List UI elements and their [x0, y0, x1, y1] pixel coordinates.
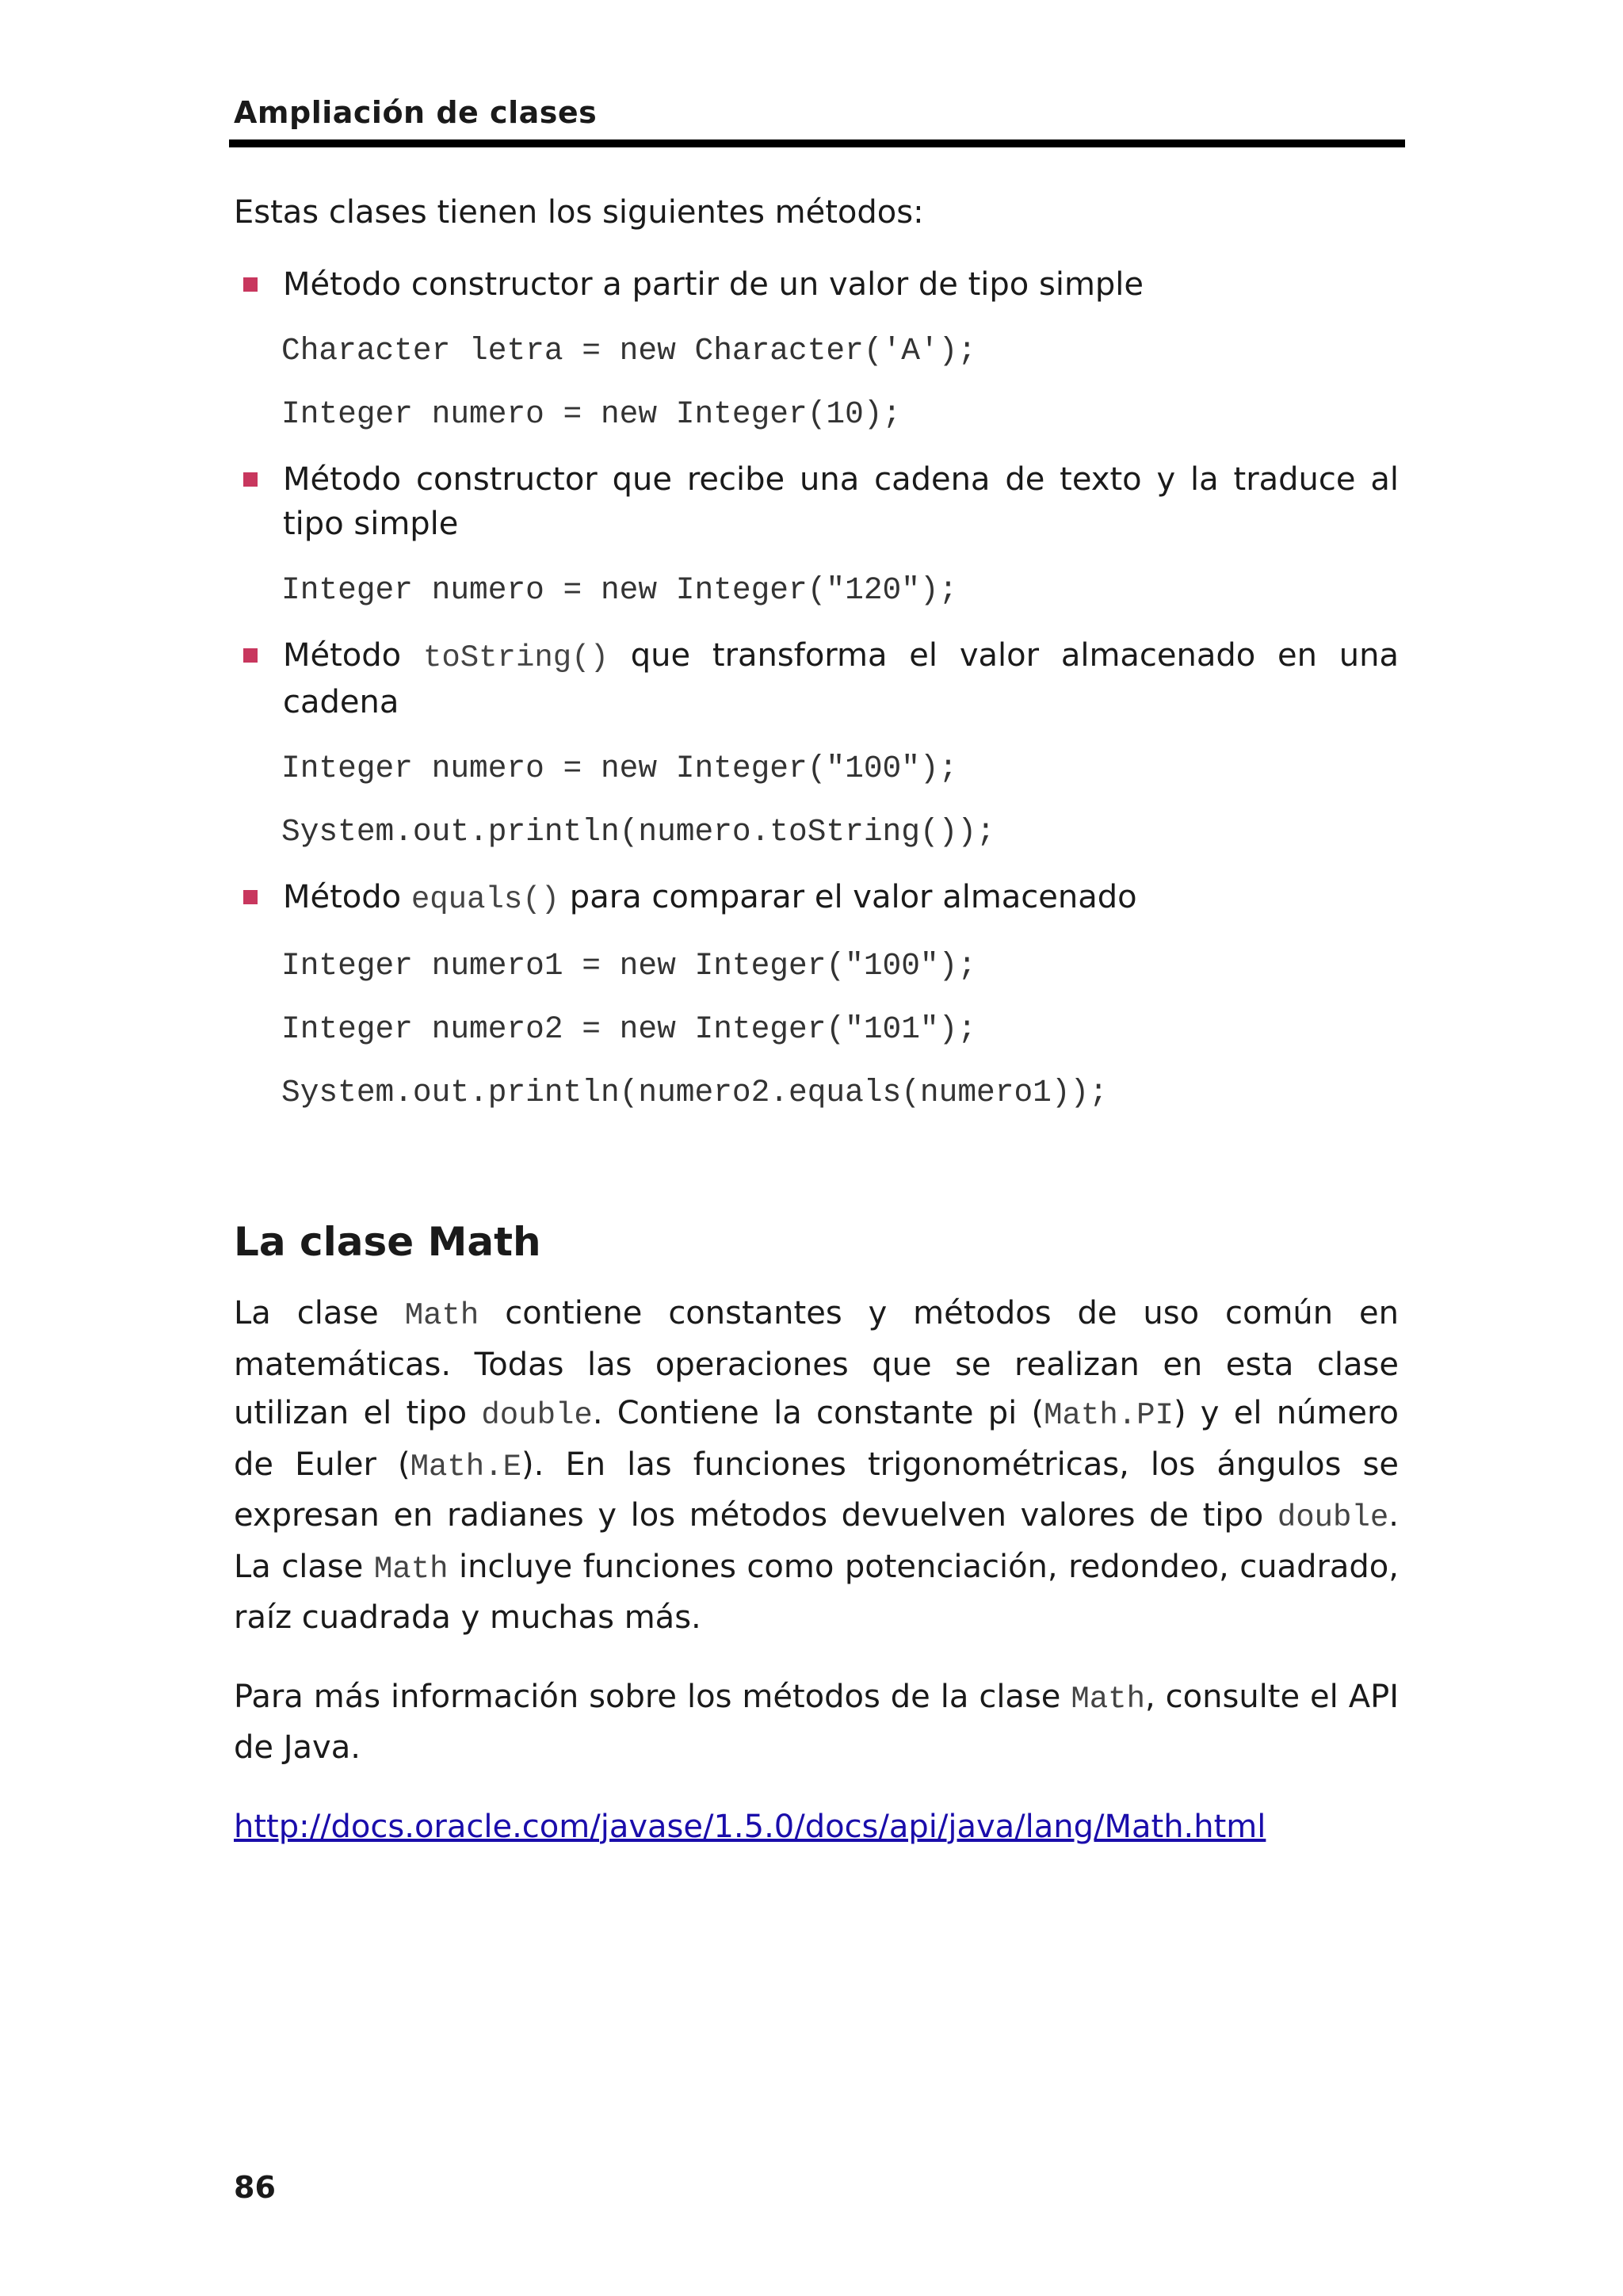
page-content	[234, 189, 1399, 1851]
paragraph-text: . La clase	[234, 1497, 1399, 1585]
api-link[interactable]: http://docs.oracle.com/javase/1.5.0/docs/api/java/lang/Math.html	[234, 1808, 1266, 1845]
bullet-text: Método	[283, 879, 411, 915]
bullet-text: Método constructor que recibe una cadena de texto y la traduce al tipo simple	[283, 461, 1399, 542]
bullet-item	[234, 633, 1399, 724]
header-rule	[229, 139, 1405, 147]
code-block	[234, 559, 1399, 622]
bullet-text: Método constructor a partir de un valor de tipo simple	[283, 266, 1144, 303]
code-block	[234, 319, 1399, 446]
intro-text: Estas clases tienen los siguientes métodos:	[234, 194, 924, 231]
inline-code: Math	[404, 1298, 479, 1333]
running-header: Ampliación de clases	[234, 95, 598, 130]
code-line: Integer numero = new Integer("100");	[281, 751, 958, 786]
paragraph-text: , consulte el API de Java.	[234, 1678, 1399, 1766]
paragraph-text: La clase	[234, 1295, 405, 1331]
bullet-square-icon	[243, 277, 258, 292]
code-line: Integer numero2 = new Integer("101");	[281, 1011, 977, 1047]
inline-code: Math.PI	[1044, 1398, 1174, 1433]
inline-code: Math	[1071, 1681, 1145, 1717]
code-line: Character letra = new Character('A');	[281, 333, 977, 369]
paragraph	[234, 1289, 1399, 1643]
bullet-text: Método	[283, 637, 423, 674]
inline-code: toString()	[422, 640, 609, 675]
paragraph-text: incluye funciones como potenciación, redondeo, cuadrado, raíz cuadrada y muchas más.	[234, 1548, 1399, 1636]
paragraph-text: . Contiene la constante pi (	[592, 1395, 1044, 1431]
paragraph-text: Para más información sobre los métodos de la clase	[234, 1678, 1071, 1715]
bullet-square-icon	[243, 472, 258, 487]
page-number: 86	[234, 2170, 276, 2205]
paragraph-text: contiene constantes y métodos de uso común en matemáticas. Todas las operaciones que se realizan en esta clase utilizan el tipo	[234, 1295, 1399, 1431]
inline-code: double	[1277, 1500, 1389, 1535]
bullet-item	[234, 457, 1399, 546]
inline-code: equals()	[411, 882, 560, 917]
bullet-text: que transforma el valor almacenado en una cadena	[283, 637, 1399, 720]
code-line: System.out.println(numero2.equals(numero1));	[281, 1075, 1108, 1110]
code-block	[234, 737, 1399, 864]
paragraph	[234, 1673, 1399, 1773]
paragraph-text: ) y el número de Euler (	[234, 1395, 1400, 1483]
code-line: Integer numero1 = new Integer("100");	[281, 948, 977, 984]
bullet-item	[234, 875, 1399, 922]
code-line: Integer numero = new Integer(10);	[281, 396, 902, 432]
inline-code: Math.E	[410, 1449, 522, 1484]
bullet-text: para comparar el valor almacenado	[559, 879, 1137, 915]
code-line: System.out.println(numero.toString());	[281, 814, 995, 850]
paragraph-text: ). En las funciones trigonométricas, los ángulos se expresan en radianes y los métodos devuelven valores de tipo	[234, 1446, 1399, 1534]
section-heading: La clase Math	[234, 1219, 541, 1265]
bullet-square-icon	[243, 890, 258, 904]
bullet-square-icon	[243, 648, 258, 663]
inline-code: Math	[373, 1551, 449, 1587]
inline-code: double	[481, 1398, 593, 1433]
bullet-item	[234, 262, 1399, 307]
code-line: Integer numero = new Integer("120");	[281, 572, 958, 608]
code-block	[234, 934, 1399, 1125]
